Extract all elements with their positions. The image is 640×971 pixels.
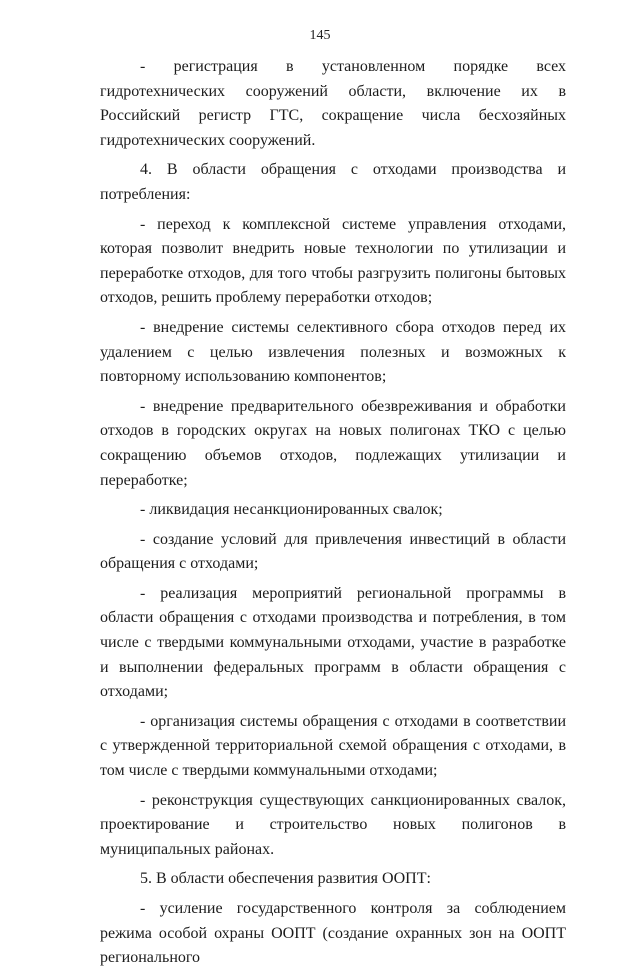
document-body xyxy=(100,55,566,971)
paragraph-territorial-scheme: - организация системы обращения с отходами в соответствии с утвержденной территориальной схемой обращения с отходами, в том числе с твердыми коммунальными отходами; xyxy=(100,712,566,780)
paragraph-waste-management-system: - переход к комплексной системе управления отходами, которая позволит внедрить новые технологии по утилизации и переработке отходов, для того чтобы разгрузить полигоны бытовых отходов, решить проблему переработки отходов; xyxy=(100,215,566,307)
paragraph-illegal-dumps: - ликвидация несанкционированных свалок; xyxy=(140,501,443,519)
paragraph-investment-conditions: - создание условий для привлечения инвестиций в области обращения с отходами; xyxy=(100,530,566,573)
paragraph-preliminary-treatment: - внедрение предварительного обезвреживания и обработки отходов в городских округах на новых полигонах ТКО с целью сокращению объемов отходов, подлежащих утилизации и переработке; xyxy=(100,397,566,489)
section-heading-protected-areas: 5. В области обеспечения развития ООПТ: xyxy=(140,870,431,888)
section-heading-waste: 4. В области обращения с отходами производства и потребления: xyxy=(100,161,566,203)
paragraph-regional-program: - реализация мероприятий региональной программы в области обращения с отходами производства и потребления, в том числе с твердыми коммунальными отходами, участие в разработке и выполнении федеральных программ в области обращения с отходами; xyxy=(100,584,566,701)
paragraph-landfill-reconstruction: - реконструкция существующих санкционированных свалок, проектирование и строительство новых полигонов в муниципальных районах. xyxy=(100,791,566,858)
paragraph-selective-collection: - внедрение системы селективного сбора отходов перед их удалением с целью извлечения полезных и возможных к повторному использованию компонентов; xyxy=(100,318,566,386)
paragraph-gts-registration: - регистрация в установленном порядке всех гидротехнических сооружений области, включение их в Российский регистр ГТС, сокращение числа бесхозяйных гидротехнических сооружений. xyxy=(100,58,566,149)
paragraph-state-control: - усиление государственного контроля за соблюдением режима особой охраны ООПТ (создание охранных зон на ООПТ регионального xyxy=(100,900,566,967)
page-number: 145 xyxy=(309,28,331,43)
